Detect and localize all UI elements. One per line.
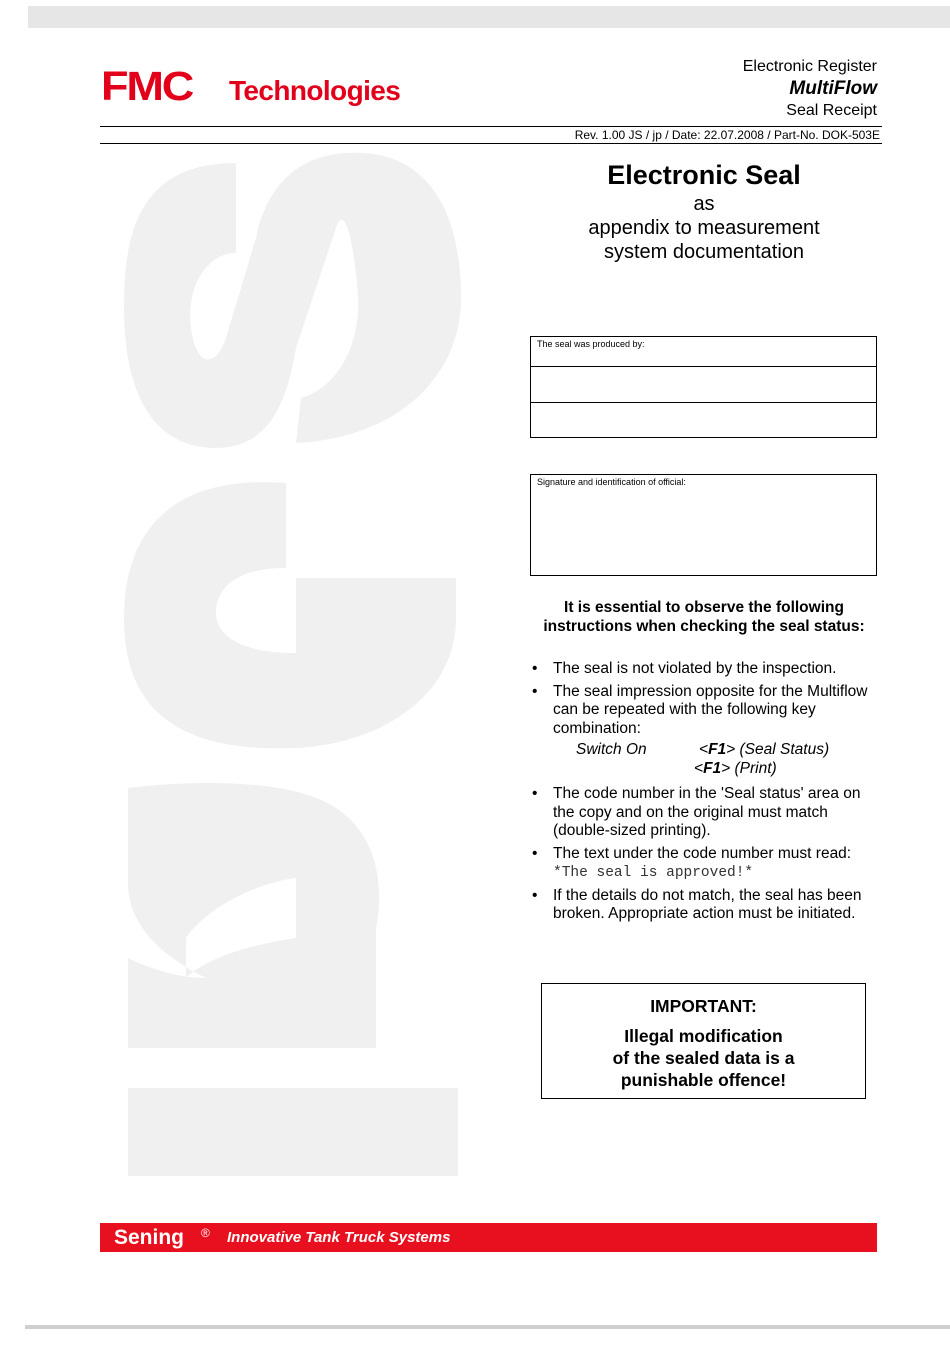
watermark-letter-s <box>124 153 461 448</box>
producer-label-row <box>531 337 876 367</box>
fmc-technologies-logo <box>101 63 431 112</box>
top-gray-bar <box>28 6 950 28</box>
key-seal-status <box>699 741 829 760</box>
important-line-3: punishable offence! <box>620 1070 787 1090</box>
instructions-heading <box>530 598 878 636</box>
instruction-text-2: The seal impression opposite for the Multiflow can be repeated with the following key combination: <box>553 682 868 737</box>
bullet-icon: • <box>532 660 538 677</box>
bullet-icon: • <box>532 785 538 802</box>
header-rule-bottom <box>100 143 882 144</box>
seal-watermark <box>96 148 496 1188</box>
official-signature-label: Signature and identification of official: <box>537 477 686 487</box>
key-lt: < <box>694 760 704 777</box>
key-lt: < <box>699 741 709 758</box>
header-receipt-line: Seal Receipt <box>786 102 877 119</box>
key-combination <box>553 741 880 781</box>
important-notice-box <box>541 983 866 1099</box>
bullet-icon: • <box>532 844 538 862</box>
bottom-gray-bar <box>25 1325 950 1329</box>
document-title-block <box>530 158 878 264</box>
footer-tagline: Innovative Tank Truck Systems <box>227 1229 451 1246</box>
registered-mark: ® <box>201 1226 210 1240</box>
producer-label: The seal was produced by: <box>537 339 645 349</box>
key-print-suffix: > (Print) <box>721 760 777 777</box>
title-line-as: as <box>693 193 715 215</box>
producer-box <box>530 336 877 438</box>
sening-brand: Sening <box>114 1226 185 1249</box>
instructions-heading-line-2: instructions when checking the seal status: <box>543 618 865 635</box>
title-line-appendix: appendix to measurement <box>588 217 820 239</box>
document-title: Electronic Seal <box>607 160 801 190</box>
logo-fmc-text: FMC <box>101 63 193 109</box>
important-line-1: Illegal modification <box>624 1026 783 1046</box>
header-product-name: MultiFlow <box>789 78 877 99</box>
watermark-letter-a <box>128 783 379 1048</box>
list-item <box>530 887 880 924</box>
approved-message: *The seal is approved!* <box>553 865 754 881</box>
list-item <box>530 683 880 782</box>
instruction-text-5: If the details do not match, the seal has been broken. Appropriate action must be initiated. <box>553 886 862 922</box>
official-signature-box[interactable] <box>530 474 877 576</box>
key-f1-label: F1 <box>703 760 722 777</box>
important-heading: IMPORTANT: <box>650 996 757 1016</box>
revision-info: Rev. 1.00 JS / jp / Date: 22.07.2008 / Part-No. DOK-503E <box>574 128 880 142</box>
producer-entry-row-2[interactable] <box>531 403 876 436</box>
list-item <box>530 845 880 883</box>
instruction-text-1: The seal is not violated by the inspection. <box>553 660 837 677</box>
logo-technologies-text: Technologies <box>229 75 401 106</box>
bullet-icon: • <box>532 682 538 700</box>
bullet-icon: • <box>532 886 538 904</box>
key-print <box>694 760 777 779</box>
watermark-letter-e <box>124 482 456 748</box>
instruction-text-3: The code number in the 'Seal status' area on the copy and on the original must match (double-sized printing). <box>553 785 861 839</box>
switch-on-label: Switch On <box>576 741 647 758</box>
important-line-2: of the sealed data is a <box>612 1048 795 1068</box>
instruction-text-4: The text under the code number must read: <box>553 844 852 862</box>
header-register-line: Electronic Register <box>742 58 877 75</box>
instructions-list <box>530 660 880 928</box>
header-rule-top <box>100 126 882 127</box>
title-line-system: system documentation <box>603 241 805 263</box>
instructions-heading-line-1: It is essential to observe the following <box>564 599 844 616</box>
producer-entry-row-1[interactable] <box>531 367 876 403</box>
header-right-block <box>743 56 877 122</box>
list-item <box>530 785 880 841</box>
key-f1-label: F1 <box>708 741 727 758</box>
key-seal-status-suffix: > (Seal Status) <box>726 741 830 758</box>
important-body <box>542 1025 865 1091</box>
sening-footer-band <box>100 1223 877 1252</box>
watermark-letter-l <box>128 1088 458 1176</box>
list-item <box>530 660 880 679</box>
